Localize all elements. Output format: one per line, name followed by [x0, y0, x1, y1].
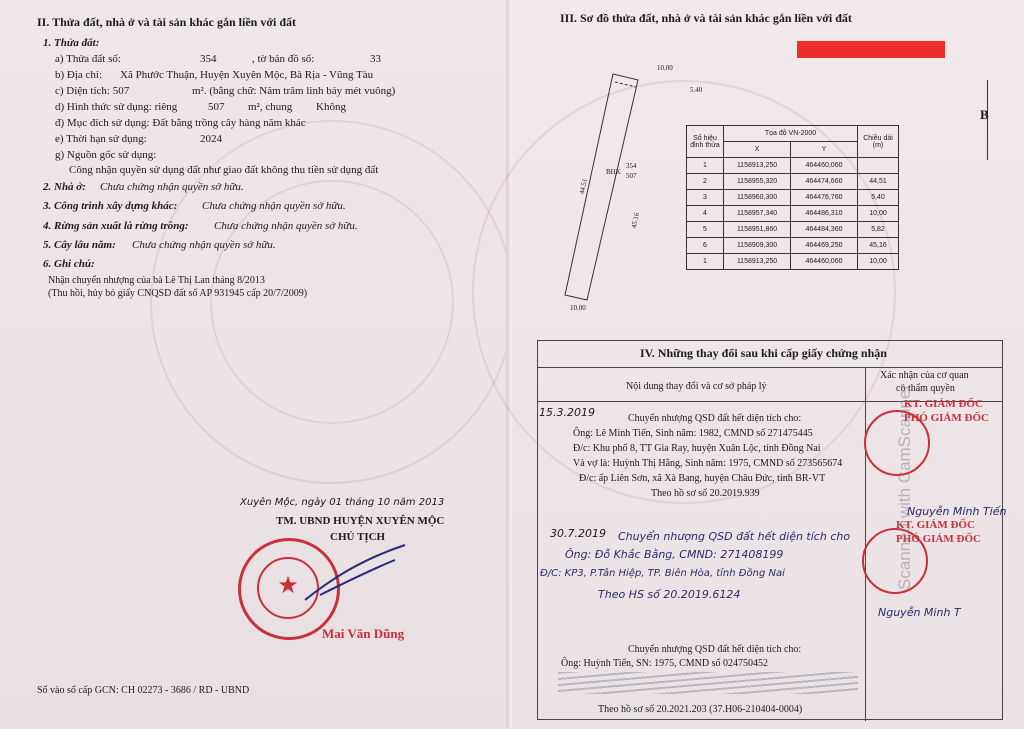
cell: 45,16: [858, 238, 899, 254]
parcel-top-dim: 10.00: [657, 64, 673, 72]
parcel-number-label: a) Thửa đất số:: [55, 53, 121, 65]
parcel-bottom-dim: 10.00: [570, 304, 586, 312]
header-point: Số hiệu đỉnh thửa: [687, 126, 724, 158]
section-title: II. Thửa đất, nhà ở và tài sản khác gắn liền với đất: [37, 15, 297, 29]
header-x: X: [724, 142, 791, 158]
signature: [300, 540, 410, 610]
parcel-prefix: BHK: [606, 168, 621, 176]
kt-director-2: KT. GIÁM ĐỐC: [896, 519, 975, 531]
table-row: [687, 174, 899, 190]
entry1-line2: Ông: Lê Minh Tiến, Sinh năm: 1982, CMND số 271475445: [573, 428, 813, 439]
cell: 1158955,320: [724, 174, 791, 190]
item1-title: 1. Thửa đất:: [43, 37, 100, 49]
cell: 1158909,300: [724, 238, 791, 254]
note-line2: (Thu hồi, hủy bỏ giấy CNQSD đất số AP 931945 cấp 20/7/2009): [48, 288, 308, 299]
cell: 3: [687, 190, 724, 206]
table-row: [687, 206, 899, 222]
map-number-label: , tờ bản đồ số:: [252, 53, 315, 65]
entry2-date: 30.7.2019: [550, 527, 606, 540]
item5-value: Chưa chứng nhận quyền sở hữu.: [132, 239, 276, 251]
address: Xã Phước Thuận, Huyện Xuyên Mộc, Bà Rịa - Vũng Tàu: [120, 69, 374, 81]
cell: 10,00: [858, 206, 899, 222]
cell: 464469,250: [791, 238, 858, 254]
parcel-label-top: 354: [626, 162, 637, 170]
entry2-line4: Theo HS số 20.2019.6124: [598, 588, 741, 601]
parcel-right-dim: 45.16: [629, 211, 641, 229]
kt-director-1: KT. GIÁM ĐỐC: [904, 398, 983, 410]
cell: 464460,060: [791, 254, 858, 270]
entry3-line3: Theo hồ sơ số 20.2021.203 (37.H06-210404-0004): [598, 704, 803, 715]
signer-name: Mai Văn Dũng: [322, 626, 405, 641]
entry1-line3: Đ/c: Khu phố 8, TT Gia Ray, huyện Xuân Lộc, tỉnh Đồng Nai: [573, 443, 821, 454]
chair-title: CHỦ TỊCH: [330, 531, 386, 543]
address-label: b) Địa chỉ:: [55, 69, 103, 81]
north-label: B: [980, 107, 989, 122]
cell: 464476,760: [791, 190, 858, 206]
org-name: TM. UBND HUYỆN XUYÊN MỘC: [276, 515, 445, 527]
header-y: Y: [791, 142, 858, 158]
header-length: Chiều dài (m): [858, 126, 899, 158]
cell: 10,00: [858, 254, 899, 270]
item2-title: 2. Nhà ở:: [43, 181, 86, 193]
signature-name-1: Nguyễn Minh Tiến: [907, 505, 1007, 518]
purpose: đ) Mục đích sử dụng: Đất bằng trồng cây hàng năm khác: [55, 117, 306, 129]
cell: 5,82: [858, 222, 899, 238]
item2-value: Chưa chứng nhận quyền sở hữu.: [100, 181, 244, 193]
sign-date: Xuyên Mộc, ngày 01 tháng 10 năm 2013: [240, 497, 445, 508]
cell: 464486,310: [791, 206, 858, 222]
parcel-left-dim: 44.51: [577, 177, 589, 195]
cell: 1: [687, 158, 724, 174]
entry2-line1: Chuyển nhượng QSD đất hết diện tích cho: [618, 530, 851, 543]
signature-name-2: Nguyễn Minh T: [878, 606, 961, 619]
usage-common: Không: [316, 101, 346, 113]
item5-title: 5. Cây lâu năm:: [43, 239, 116, 251]
cell: 464474,660: [791, 174, 858, 190]
parcel-side-dim-1: 5.40: [690, 86, 703, 94]
cell: 5: [687, 222, 724, 238]
area-label: c) Diện tích: 507: [55, 85, 130, 97]
register-number: Số vào sổ cấp GCN: CH 02273 - 3686 / RD - UBND: [37, 685, 250, 696]
column-content-header: Nội dung thay đổi và cơ sở pháp lý: [626, 381, 767, 392]
table-row: [687, 254, 899, 270]
parcel-label-bot: 507: [626, 172, 637, 180]
cell: 1158951,860: [724, 222, 791, 238]
entry1-line6: Theo hồ sơ số 20.2019.939: [651, 488, 760, 499]
entry1-line5: Đ/c: ấp Liên Sơn, xã Xà Bang, huyện Châu Đức, tỉnh BR-VT: [579, 473, 826, 484]
parcel-number: 354: [200, 53, 217, 65]
header-coord: Tọa độ VN-2000: [724, 126, 858, 142]
entry1-line1: Chuyển nhượng QSD đất hết diện tích cho:: [628, 413, 802, 424]
column-confirm-header-2: có thẩm quyền: [896, 383, 955, 394]
deputy-director-2: PHÓ GIÁM ĐỐC: [896, 533, 981, 545]
cell: 5,40: [858, 190, 899, 206]
cell: 4: [687, 206, 724, 222]
origin-label: g) Nguồn gốc sử dụng:: [55, 149, 157, 161]
term-label: e) Thời hạn sử dụng:: [55, 133, 147, 145]
parcel-sketch: [550, 60, 690, 320]
table-row: [687, 238, 899, 254]
deputy-director-1: PHÓ GIÁM ĐỐC: [904, 412, 989, 424]
item3-value: Chưa chứng nhận quyền sở hữu.: [202, 200, 346, 212]
entry3-line1: Chuyển nhượng QSD đất hết diện tích cho:: [628, 644, 802, 655]
star-icon: ★: [277, 573, 299, 599]
cell: 6: [687, 238, 724, 254]
item4-value: Chưa chứng nhận quyền sở hữu.: [214, 220, 358, 232]
entry2-line3: Đ/C: KP3, P.Tân Hiệp, TP. Biên Hòa, tỉnh Đồng Nai: [540, 568, 785, 579]
cell: 464460,060: [791, 158, 858, 174]
cell: 1158913,250: [724, 158, 791, 174]
cell: 1158960,300: [724, 190, 791, 206]
scanner-watermark: Scanned with CamScanner: [895, 383, 914, 590]
area-text: m². (bằng chữ: Năm trăm linh bảy mét vuông): [192, 85, 396, 97]
term: 2024: [200, 133, 222, 145]
drum-watermark-inner: [210, 180, 454, 424]
cell: 1158913,250: [724, 254, 791, 270]
table-row: [687, 222, 899, 238]
entry1-line4: Và vợ là: Huỳnh Thị Hằng, Sinh năm: 1975, CMND số 273565674: [573, 458, 843, 469]
changes-title: IV. Những thay đổi sau khi cấp giấy chứng nhận: [640, 346, 887, 360]
coordinate-table: [686, 125, 899, 270]
usage-private: 507: [208, 101, 225, 113]
usage-unit: m², chung: [248, 101, 293, 113]
cell: 1: [687, 254, 724, 270]
sketch-title: III. Sơ đồ thửa đất, nhà ở và tài sản khác gắn liền với đất: [560, 11, 852, 25]
redacted-bar: [797, 41, 945, 58]
cell: 2: [687, 174, 724, 190]
redacted-scribble: [558, 672, 858, 694]
usage-form-label: d) Hình thức sử dụng: riêng: [55, 101, 178, 113]
entry2-line2: Ông: Đỗ Khắc Bằng, CMND: 271408199: [565, 548, 784, 561]
table-row: [687, 158, 899, 174]
table-row: [687, 190, 899, 206]
item4-title: 4. Rừng sản xuất là rừng trồng:: [43, 220, 189, 232]
cell: [858, 158, 899, 174]
cell: 464484,360: [791, 222, 858, 238]
item3-title: 3. Công trình xây dựng khác:: [43, 200, 178, 212]
column-confirm-header-1: Xác nhận của cơ quan: [880, 370, 969, 381]
entry1-date: 15.3.2019: [539, 406, 595, 419]
item6-title: 6. Ghi chú:: [43, 258, 95, 270]
cell: 1158957,340: [724, 206, 791, 222]
cell: 44,51: [858, 174, 899, 190]
origin: Công nhận quyền sử dụng đất như giao đất không thu tiền sử dụng đất: [69, 164, 379, 176]
note-line1: Nhận chuyển nhượng của bà Lê Thị Lan tháng 8/2013: [48, 275, 265, 286]
entry3-line2: Ông: Huỳnh Tiến, SN: 1975, CMND số 024750452: [561, 658, 768, 669]
map-number: 33: [370, 53, 381, 65]
